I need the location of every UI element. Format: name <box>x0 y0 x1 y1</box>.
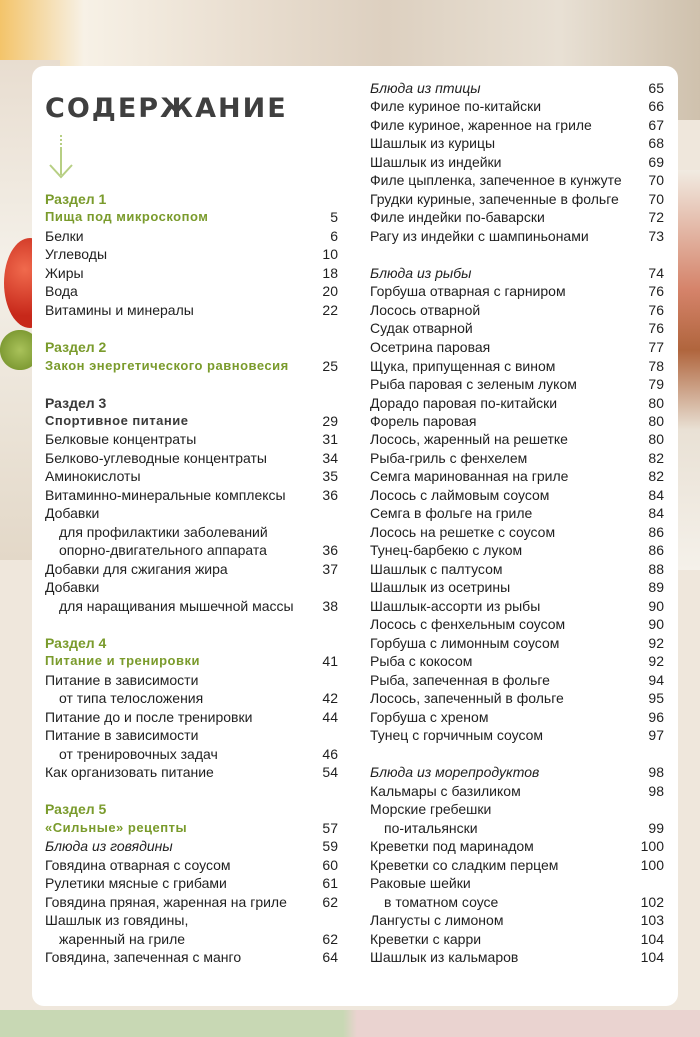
page-number: 73 <box>648 228 664 244</box>
toc-entry[interactable] <box>370 874 664 892</box>
toc-entry[interactable] <box>370 615 664 633</box>
section-title[interactable] <box>45 819 338 837</box>
toc-entry-text: Семга в фольге на гриле <box>370 505 533 521</box>
toc-entry[interactable] <box>370 430 664 448</box>
page-number: 41 <box>322 653 338 669</box>
toc-entry-text: Креветки под маринадом <box>370 838 534 854</box>
toc-entry-text: Говядина пряная, жаренная на гриле <box>45 894 287 910</box>
toc-entry[interactable] <box>370 319 664 337</box>
toc-entry-text: Креветки с карри <box>370 931 482 947</box>
toc-entry[interactable] <box>370 837 664 855</box>
toc-entry-text: Рыба с кокосом <box>370 653 473 669</box>
toc-entry-continuation-text: опорно-двигательного аппарата <box>59 542 267 558</box>
toc-entry-continuation[interactable] <box>370 819 664 837</box>
subsection-title[interactable] <box>370 763 664 781</box>
toc-entry-text: Осетрина паровая <box>370 339 491 355</box>
toc-entry[interactable] <box>45 911 338 929</box>
toc-entry-text: Филе индейки по-баварски <box>370 209 545 225</box>
page-number: 62 <box>322 894 338 910</box>
page-number: 5 <box>330 209 338 225</box>
toc-entry[interactable] <box>370 227 664 245</box>
toc-entry-text: Лангусты с лимоном <box>370 912 504 928</box>
page-number: 80 <box>648 413 664 429</box>
page-number: 34 <box>322 450 338 466</box>
toc-entry[interactable] <box>370 948 664 966</box>
subsection-title[interactable] <box>370 264 664 282</box>
toc-entry[interactable] <box>45 227 338 245</box>
toc-entry-text: Вода <box>45 283 78 299</box>
toc-entry-text: Как организовать питание <box>45 764 214 780</box>
section-title[interactable] <box>45 652 338 670</box>
toc-entry-text: Витамины и минералы <box>45 302 194 318</box>
toc-entry-text: Рулетики мясные с грибами <box>45 875 227 891</box>
toc-entry[interactable] <box>45 874 338 892</box>
section-label[interactable] <box>45 190 338 208</box>
toc-entry[interactable] <box>370 375 664 393</box>
toc-entry-text: Судак отварной <box>370 320 473 336</box>
page-title: СОДЕРЖАНИЕ <box>45 93 288 124</box>
toc-entry-text: Горбуша с хреном <box>370 709 489 725</box>
page-number: 98 <box>648 764 664 780</box>
toc-entry-text: Шашлык из говядины, <box>45 912 189 928</box>
page-number: 86 <box>648 524 664 540</box>
page-number: 61 <box>322 875 338 891</box>
subsection-title[interactable] <box>45 837 338 855</box>
section-title-text: Спортивное питание <box>45 413 189 428</box>
toc-entry-text: Питание в зависимости <box>45 672 199 688</box>
toc-entry[interactable] <box>370 800 664 818</box>
toc-entry[interactable] <box>370 856 664 874</box>
toc-entry-text: Питание до и после тренировки <box>45 709 253 725</box>
toc-entry[interactable] <box>45 893 338 911</box>
toc-entry-text: Лосось с фенхельным соусом <box>370 616 566 632</box>
toc-entry-text: Тунец-барбекю с луком <box>370 542 523 558</box>
section-title-text: «Сильные» рецепты <box>45 820 188 835</box>
toc-entry-text: Лосось с лаймовым соусом <box>370 487 550 503</box>
toc-entry-text: Витаминно-минеральные комплексы <box>45 487 286 503</box>
toc-entry[interactable] <box>370 301 664 319</box>
toc-entry[interactable] <box>370 467 664 485</box>
page-number: 18 <box>322 265 338 281</box>
page-number: 38 <box>322 598 338 614</box>
toc-entry-text: Добавки для сжигания жира <box>45 561 228 577</box>
page-number: 103 <box>640 912 664 928</box>
toc-entry[interactable] <box>45 504 338 522</box>
page-number: 96 <box>648 709 664 725</box>
page-number: 64 <box>322 949 338 965</box>
page-number: 66 <box>648 98 664 114</box>
toc-entry-continuation[interactable] <box>45 930 338 948</box>
toc-entry[interactable] <box>370 134 664 152</box>
page-number: 90 <box>648 598 664 614</box>
page-number: 99 <box>648 820 664 836</box>
toc-entry[interactable] <box>370 689 664 707</box>
toc-entry-text: Шашлык-ассорти из рыбы <box>370 598 541 614</box>
toc-entry-text: Аминокислоты <box>45 468 141 484</box>
section-title[interactable] <box>45 357 338 375</box>
page-number: 54 <box>322 764 338 780</box>
page-number: 70 <box>648 191 664 207</box>
section-title-text: Закон энергетического равновесия <box>45 358 289 373</box>
toc-entry-text: Горбуша с лимонным соусом <box>370 635 560 651</box>
section-label-text: Раздел 4 <box>45 635 107 651</box>
page-number: 37 <box>322 561 338 577</box>
toc-entry-continuation-text: для наращивания мышечной массы <box>59 598 294 614</box>
page-number: 82 <box>648 468 664 484</box>
page-number: 20 <box>322 283 338 299</box>
toc-entry[interactable] <box>370 708 664 726</box>
toc-entry[interactable] <box>45 282 338 300</box>
page-number: 76 <box>648 320 664 336</box>
page-number: 94 <box>648 672 664 688</box>
toc-entry-text: Шашлык из индейки <box>370 154 502 170</box>
subsection-title-text: Блюда из рыбы <box>370 265 472 281</box>
subsection-title-text: Блюда из птицы <box>370 80 481 96</box>
page-number: 22 <box>322 302 338 318</box>
toc-entry-text: Белки <box>45 228 84 244</box>
toc-entry-continuation[interactable] <box>45 597 338 615</box>
toc-entry[interactable] <box>45 856 338 874</box>
page-number: 59 <box>322 838 338 854</box>
toc-entry[interactable] <box>370 634 664 652</box>
section-label[interactable] <box>45 800 338 818</box>
page-number: 36 <box>322 487 338 503</box>
toc-entry-text: Жиры <box>45 265 84 281</box>
toc-entry[interactable] <box>370 726 664 744</box>
toc-entry-text: Питание в зависимости <box>45 727 199 743</box>
subsection-title[interactable] <box>370 79 664 97</box>
toc-entry-text: Семга маринованная на гриле <box>370 468 569 484</box>
section-title-text: Питание и тренировки <box>45 653 200 668</box>
toc-entry[interactable] <box>45 560 338 578</box>
page-number: 84 <box>648 505 664 521</box>
toc-entry[interactable] <box>370 930 664 948</box>
page-number: 80 <box>648 395 664 411</box>
toc-entry-text: Горбуша отварная с гарниром <box>370 283 566 299</box>
page-number: 84 <box>648 487 664 503</box>
toc-entry-text: Рыба-гриль с фенхелем <box>370 450 528 466</box>
page-number: 60 <box>322 857 338 873</box>
toc-entry-text: Щука, припущенная с вином <box>370 358 556 374</box>
page-number: 82 <box>648 450 664 466</box>
page-number: 86 <box>648 542 664 558</box>
page-number: 67 <box>648 117 664 133</box>
section-label[interactable] <box>45 338 338 356</box>
toc-entry-continuation-text: от тренировочных задач <box>59 746 218 762</box>
toc-entry[interactable] <box>370 504 664 522</box>
toc-entry[interactable] <box>45 726 338 744</box>
toc-entry-text: Тунец с горчичным соусом <box>370 727 544 743</box>
page-number: 78 <box>648 358 664 374</box>
toc-entry-text: Лосось на решетке с соусом <box>370 524 556 540</box>
section-label[interactable] <box>45 634 338 652</box>
bottom-color-strip <box>0 1010 700 1037</box>
toc-entry-text: Рагу из индейки с шампиньонами <box>370 228 589 244</box>
toc-entry-continuation-text: по-итальянски <box>384 820 478 836</box>
toc-entry-text: Рыба, запеченная в фольге <box>370 672 550 688</box>
toc-entry[interactable] <box>370 671 664 689</box>
toc-entry[interactable] <box>45 486 338 504</box>
page-number: 90 <box>648 616 664 632</box>
page-number: 29 <box>322 413 338 429</box>
toc-entry-text: Дорадо паровая по-китайски <box>370 395 558 411</box>
toc-entry[interactable] <box>45 763 338 781</box>
toc-entry-continuation[interactable] <box>45 745 338 763</box>
page-number: 42 <box>322 690 338 706</box>
page-number: 74 <box>648 265 664 281</box>
toc-entry-text: Говядина отварная с соусом <box>45 857 231 873</box>
toc-entry[interactable] <box>45 264 338 282</box>
toc-entry[interactable] <box>370 523 664 541</box>
toc-entry[interactable] <box>370 338 664 356</box>
toc-entry[interactable] <box>370 560 664 578</box>
page-number: 77 <box>648 339 664 355</box>
toc-entry-text: Лосось, жаренный на решетке <box>370 431 568 447</box>
toc-entry[interactable] <box>45 301 338 319</box>
page-number: 104 <box>640 949 664 965</box>
page-number: 100 <box>640 838 664 854</box>
toc-entry[interactable] <box>370 394 664 412</box>
toc-entry-text: Грудки куриные, запеченные в фольге <box>370 191 619 207</box>
arrow-down-icon <box>48 135 74 183</box>
toc-entry-continuation-text: для профилактики заболеваний <box>59 524 268 540</box>
toc-entry-continuation[interactable] <box>45 689 338 707</box>
page-number: 92 <box>648 653 664 669</box>
page-number: 100 <box>640 857 664 873</box>
toc-entry-text: Белковые концентраты <box>45 431 197 447</box>
toc-entry[interactable] <box>370 541 664 559</box>
toc-entry-continuation[interactable] <box>370 893 664 911</box>
page-number: 35 <box>322 468 338 484</box>
toc-entry-continuation[interactable] <box>45 541 338 559</box>
page-number: 57 <box>322 820 338 836</box>
toc-entry-text: Углеводы <box>45 246 108 262</box>
toc-entry[interactable] <box>45 430 338 448</box>
page-number: 6 <box>330 228 338 244</box>
page-number: 79 <box>648 376 664 392</box>
toc-entry-text: Шашлык из осетрины <box>370 579 511 595</box>
toc-entry-text: Лосось, запеченный в фольге <box>370 690 564 706</box>
toc-entry-text: Добавки <box>45 505 100 521</box>
subsection-title-text: Блюда из говядины <box>45 838 173 854</box>
subsection-title-text: Блюда из морепродуктов <box>370 764 540 780</box>
section-label-text: Раздел 2 <box>45 339 107 355</box>
page-number: 62 <box>322 931 338 947</box>
page-number: 88 <box>648 561 664 577</box>
toc-entry[interactable] <box>45 449 338 467</box>
section-title[interactable] <box>45 208 338 226</box>
toc-entry-text: Белково-углеводные концентраты <box>45 450 267 466</box>
page-number: 76 <box>648 302 664 318</box>
toc-entry[interactable] <box>370 153 664 171</box>
page-number: 89 <box>648 579 664 595</box>
toc-entry-text: Филе куриное, жаренное на гриле <box>370 117 592 133</box>
page-number: 80 <box>648 431 664 447</box>
page-number: 44 <box>322 709 338 725</box>
toc-entry-text: Раковые шейки <box>370 875 471 891</box>
toc-entry-text: Говядина, запеченная с манго <box>45 949 242 965</box>
toc-entry[interactable] <box>370 282 664 300</box>
toc-entry[interactable] <box>370 578 664 596</box>
toc-entry-continuation-text: от типа телосложения <box>59 690 204 706</box>
page-number: 10 <box>322 246 338 262</box>
section-title[interactable] <box>45 412 338 430</box>
toc-entry[interactable] <box>45 708 338 726</box>
toc-entry[interactable] <box>370 208 664 226</box>
page-number: 98 <box>648 783 664 799</box>
section-title-text: Пища под микроскопом <box>45 209 209 224</box>
page-number: 25 <box>322 358 338 374</box>
page-number: 36 <box>322 542 338 558</box>
toc-entry-text: Форель паровая <box>370 413 477 429</box>
page-number: 65 <box>648 80 664 96</box>
toc-entry-text: Добавки <box>45 579 100 595</box>
toc-entry[interactable] <box>370 190 664 208</box>
toc-entry[interactable] <box>370 357 664 375</box>
page-number: 92 <box>648 635 664 651</box>
section-label[interactable] <box>45 394 338 412</box>
toc-entry-text: Филе цыпленка, запеченное в кунжуте <box>370 172 622 188</box>
toc-entry-text: Шашлык из кальмаров <box>370 949 519 965</box>
toc-entry-text: Морские гребешки <box>370 801 492 817</box>
section-label-text: Раздел 1 <box>45 191 107 207</box>
toc-entry[interactable] <box>370 412 664 430</box>
page-number: 72 <box>648 209 664 225</box>
toc-entry[interactable] <box>370 449 664 467</box>
toc-entry-continuation-text: жаренный на гриле <box>59 931 186 947</box>
page-number: 46 <box>322 746 338 762</box>
toc-entry-text: Шашлык с палтусом <box>370 561 503 577</box>
page-number: 76 <box>648 283 664 299</box>
toc-entry[interactable] <box>370 116 664 134</box>
toc-entry[interactable] <box>45 245 338 263</box>
page-number: 31 <box>322 431 338 447</box>
toc-entry[interactable] <box>370 782 664 800</box>
section-label-text: Раздел 3 <box>45 395 107 411</box>
toc-entry-text: Шашлык из курицы <box>370 135 496 151</box>
toc-entry[interactable] <box>370 171 664 189</box>
page-number: 69 <box>648 154 664 170</box>
page-number: 95 <box>648 690 664 706</box>
toc-entry[interactable] <box>370 97 664 115</box>
toc-entry-text: Лосось отварной <box>370 302 481 318</box>
section-label-text: Раздел 5 <box>45 801 107 817</box>
toc-entry-continuation[interactable] <box>45 523 338 541</box>
toc-entry[interactable] <box>370 652 664 670</box>
toc-entry-text: Филе куриное по-китайски <box>370 98 542 114</box>
toc-entry-text: Кальмары с базиликом <box>370 783 521 799</box>
toc-entry[interactable] <box>370 597 664 615</box>
toc-entry[interactable] <box>45 467 338 485</box>
toc-entry-continuation-text: в томатном соусе <box>384 894 499 910</box>
toc-entry[interactable] <box>45 948 338 966</box>
page-number: 102 <box>640 894 664 910</box>
toc-entry[interactable] <box>45 578 338 596</box>
page-number: 70 <box>648 172 664 188</box>
toc-entry-text: Рыба паровая с зеленым луком <box>370 376 577 392</box>
page-number: 97 <box>648 727 664 743</box>
page-number: 68 <box>648 135 664 151</box>
page-number: 104 <box>640 931 664 947</box>
toc-entry[interactable] <box>45 671 338 689</box>
toc-entry[interactable] <box>370 486 664 504</box>
toc-entry-text: Креветки со сладким перцем <box>370 857 559 873</box>
toc-entry[interactable] <box>370 911 664 929</box>
